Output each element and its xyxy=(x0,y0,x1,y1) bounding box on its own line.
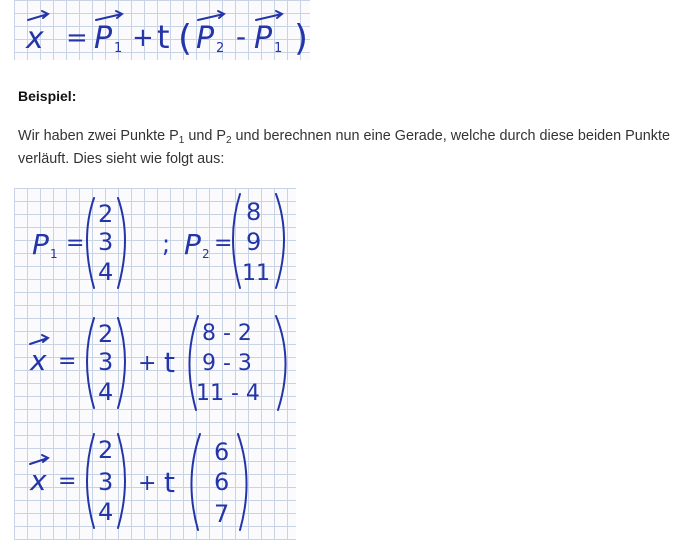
p1-subscript: 1 xyxy=(114,41,123,56)
right-bracket xyxy=(118,318,125,408)
vector-arrow-icon xyxy=(30,455,48,464)
row-substitution xyxy=(14,308,296,418)
right-bracket xyxy=(276,316,286,410)
p2-subscript: 2 xyxy=(216,41,225,56)
row-points xyxy=(14,188,296,298)
base-y: 3 xyxy=(98,348,114,376)
vector-arrow-icon xyxy=(256,11,282,20)
vector-arrow-icon xyxy=(30,335,48,344)
t-parameter: t xyxy=(164,346,175,379)
example-paragraph xyxy=(18,125,678,171)
t-parameter: t xyxy=(157,18,170,56)
p1-z: 4 xyxy=(98,258,114,286)
x-label: x xyxy=(30,344,47,377)
p2-subscript-text: 2 xyxy=(225,135,232,146)
left-bracket xyxy=(87,198,94,288)
t-parameter: t xyxy=(164,466,175,499)
close-paren: ) xyxy=(294,18,309,59)
base-z: 4 xyxy=(98,378,114,406)
dir-x: 8 - 2 xyxy=(202,321,252,346)
equals-sign: = xyxy=(66,23,88,53)
base-y: 3 xyxy=(98,468,114,496)
paragraph-text: und P xyxy=(184,128,226,144)
right-bracket xyxy=(118,198,125,288)
equals-sign: = xyxy=(58,349,77,374)
p1-label: P xyxy=(94,21,113,56)
left-bracket xyxy=(191,434,200,530)
equals-sign: = xyxy=(214,231,233,256)
vector-arrow-icon xyxy=(198,11,224,20)
p2-z: 11 xyxy=(242,261,270,286)
p2-y: 9 xyxy=(246,228,262,256)
dir-y: 6 xyxy=(214,468,230,496)
x-label: x xyxy=(30,464,47,497)
paragraph-text: Wir haben zwei Punkte P xyxy=(18,128,179,144)
paragraph-text: und berechnen nun eine Gerade, welche durch diese beiden Punkte verläuft. Dies sieht wie folgt aus: xyxy=(18,128,670,167)
plus-sign: + xyxy=(138,471,157,496)
dir-x: 6 xyxy=(214,438,230,466)
p1b-subscript: 1 xyxy=(274,41,283,56)
left-bracket xyxy=(233,194,240,288)
p1b-label: P xyxy=(254,21,273,56)
vector-arrow-icon xyxy=(28,11,48,20)
right-bracket xyxy=(238,434,247,530)
section-heading: Beispiel: xyxy=(18,88,77,104)
p2-name-sub: 2 xyxy=(202,247,210,261)
dir-z: 11 - 4 xyxy=(196,381,260,406)
p2-name: P xyxy=(184,228,201,261)
dir-z: 7 xyxy=(214,500,230,528)
separator: ; xyxy=(162,230,171,258)
p1-name: P xyxy=(32,228,49,261)
row-result xyxy=(14,428,296,538)
p2-x: 8 xyxy=(246,198,262,226)
x-vector-label: x xyxy=(26,21,44,56)
open-paren: ( xyxy=(178,18,193,59)
line-equation-formula xyxy=(14,0,314,60)
base-x: 2 xyxy=(98,436,114,464)
dir-y: 9 - 3 xyxy=(202,351,252,376)
p1-x: 2 xyxy=(98,200,114,228)
p1-name-sub: 1 xyxy=(50,247,58,261)
base-x: 2 xyxy=(98,320,114,348)
left-bracket xyxy=(87,434,94,528)
right-bracket xyxy=(118,434,125,528)
plus-sign: + xyxy=(132,23,154,53)
minus-sign: - xyxy=(236,20,247,53)
p1-subscript-text: 1 xyxy=(178,135,185,146)
right-bracket xyxy=(276,194,284,288)
left-bracket xyxy=(87,318,94,408)
base-z: 4 xyxy=(98,498,114,526)
p2-label: P xyxy=(196,21,215,56)
p1-y: 3 xyxy=(98,228,114,256)
plus-sign: + xyxy=(138,351,157,376)
equals-sign: = xyxy=(58,469,77,494)
vector-arrow-icon xyxy=(96,11,122,20)
equals-sign: = xyxy=(66,231,85,256)
